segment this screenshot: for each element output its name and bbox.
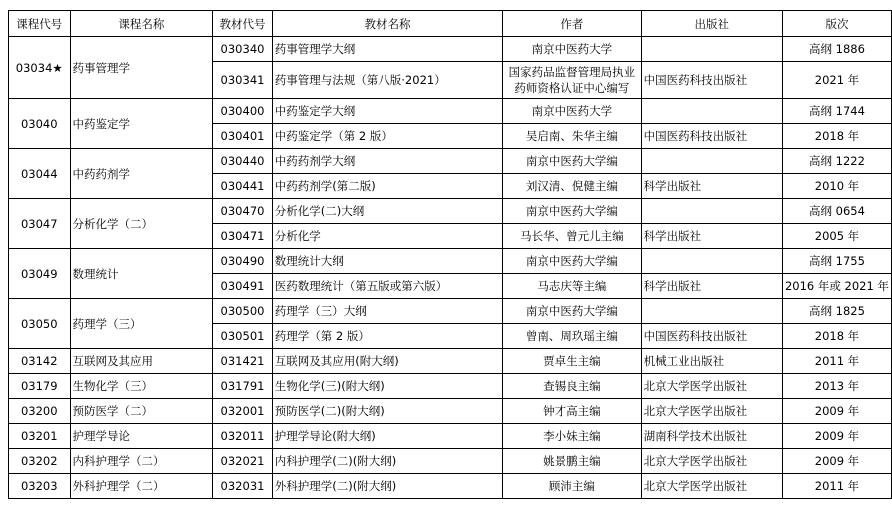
author-cell: 南京中医药大学编 [503, 149, 641, 174]
book-code-cell: 030441 [213, 174, 273, 199]
author-cell: 国家药品监督管理局执业药师资格认证中心编写 [503, 62, 641, 99]
book-code-cell: 030401 [213, 124, 273, 149]
author-cell: 马长华、曾元儿主编 [503, 224, 641, 249]
textbook-table [8, 10, 892, 499]
book-code-cell: 030500 [213, 299, 273, 324]
author-cell: 顾沛主编 [503, 474, 641, 499]
publisher-cell: 机械工业出版社 [641, 349, 782, 374]
course-code-cell: 03034★ [9, 37, 71, 99]
course-name-cell: 分析化学（二） [70, 199, 213, 249]
author-cell: 南京中医药大学编 [503, 299, 641, 324]
course-name-cell: 数理统计 [70, 249, 213, 299]
table-row [9, 299, 892, 324]
book-code-cell: 031791 [213, 374, 273, 399]
course-name-cell: 药理学（三） [70, 299, 213, 349]
book-code-cell: 032021 [213, 449, 273, 474]
edition-cell: 高纲 1744 [782, 99, 891, 124]
course-name-cell: 互联网及其应用 [70, 349, 213, 374]
author-cell: 姚景鹏主编 [503, 449, 641, 474]
book-title-cell: 中药鉴定学大纲 [272, 99, 502, 124]
edition-cell: 2018 年 [782, 324, 891, 349]
edition-cell: 2009 年 [782, 449, 891, 474]
book-code-cell: 030400 [213, 99, 273, 124]
author-cell: 贾卓生主编 [503, 349, 641, 374]
course-code-cell: 03179 [9, 374, 71, 399]
header-publisher: 出版社 [641, 11, 782, 37]
header-book-code: 教材代号 [213, 11, 273, 37]
author-cell: 马志庆等主编 [503, 274, 641, 299]
book-title-cell: 互联网及其应用(附大纲) [272, 349, 502, 374]
edition-cell: 高纲 0654 [782, 199, 891, 224]
publisher-cell [641, 199, 782, 224]
book-code-cell: 030471 [213, 224, 273, 249]
book-code-cell: 030491 [213, 274, 273, 299]
book-title-cell: 生物化学(三)(附大纲) [272, 374, 502, 399]
publisher-cell: 北京大学医学出版社 [641, 399, 782, 424]
table-row [9, 374, 892, 399]
course-name-cell: 护理学导论 [70, 424, 213, 449]
course-code-cell: 03200 [9, 399, 71, 424]
book-title-cell: 中药药剂学大纲 [272, 149, 502, 174]
book-title-cell: 中药药剂学(第二版) [272, 174, 502, 199]
book-title-cell: 药事管理学大纲 [272, 37, 502, 62]
book-code-cell: 030341 [213, 62, 273, 99]
publisher-cell [641, 149, 782, 174]
author-cell: 刘汉清、倪健主编 [503, 174, 641, 199]
book-title-cell: 分析化学 [272, 224, 502, 249]
book-code-cell: 032031 [213, 474, 273, 499]
edition-cell: 高纲 1825 [782, 299, 891, 324]
author-cell: 吴启南、朱华主编 [503, 124, 641, 149]
edition-cell: 2011 年 [782, 349, 891, 374]
header-book-title: 教材名称 [272, 11, 502, 37]
table-row [9, 349, 892, 374]
publisher-cell: 科学出版社 [641, 224, 782, 249]
course-code-cell: 03203 [9, 474, 71, 499]
edition-cell: 2009 年 [782, 424, 891, 449]
course-code-cell: 03201 [9, 424, 71, 449]
publisher-cell [641, 99, 782, 124]
author-cell: 南京中医药大学编 [503, 199, 641, 224]
course-code-cell: 03202 [9, 449, 71, 474]
edition-cell: 2010 年 [782, 174, 891, 199]
book-code-cell: 032011 [213, 424, 273, 449]
edition-cell: 2021 年 [782, 62, 891, 99]
course-name-cell: 中药鉴定学 [70, 99, 213, 149]
publisher-cell: 北京大学医学出版社 [641, 374, 782, 399]
publisher-cell: 北京大学医学出版社 [641, 449, 782, 474]
book-code-cell: 031421 [213, 349, 273, 374]
book-title-cell: 护理学导论(附大纲) [272, 424, 502, 449]
book-title-cell: 药事管理与法规（第八版·2021） [272, 62, 502, 99]
publisher-cell [641, 37, 782, 62]
publisher-cell: 中国医药科技出版社 [641, 124, 782, 149]
edition-cell: 2013 年 [782, 374, 891, 399]
course-code-cell: 03044 [9, 149, 71, 199]
course-name-cell: 外科护理学（二） [70, 474, 213, 499]
header-edition: 版次 [782, 11, 891, 37]
book-code-cell: 030501 [213, 324, 273, 349]
table-row [9, 199, 892, 224]
edition-cell: 高纲 1222 [782, 149, 891, 174]
author-cell: 查锡良主编 [503, 374, 641, 399]
publisher-cell [641, 249, 782, 274]
edition-cell: 2005 年 [782, 224, 891, 249]
book-title-cell: 药理学（三）大纲 [272, 299, 502, 324]
book-title-cell: 药理学（第 2 版） [272, 324, 502, 349]
header-row [9, 11, 892, 37]
edition-cell: 高纲 1886 [782, 37, 891, 62]
course-code-cell: 03050 [9, 299, 71, 349]
course-name-cell: 内科护理学（二） [70, 449, 213, 474]
book-code-cell: 030440 [213, 149, 273, 174]
course-name-cell: 生物化学（三） [70, 374, 213, 399]
table-row [9, 449, 892, 474]
book-code-cell: 030470 [213, 199, 273, 224]
book-title-cell: 数理统计大纲 [272, 249, 502, 274]
course-code-cell: 03040 [9, 99, 71, 149]
book-title-cell: 预防医学(二)(附大纲) [272, 399, 502, 424]
course-code-cell: 03142 [9, 349, 71, 374]
author-cell: 李小妹主编 [503, 424, 641, 449]
author-cell: 钟才高主编 [503, 399, 641, 424]
header-course-code: 课程代号 [9, 11, 71, 37]
book-title-cell: 外科护理学(二)(附大纲) [272, 474, 502, 499]
edition-cell: 2009 年 [782, 399, 891, 424]
course-name-cell: 预防医学（二） [70, 399, 213, 424]
publisher-cell: 中国医药科技出版社 [641, 62, 782, 99]
publisher-cell: 北京大学医学出版社 [641, 474, 782, 499]
book-code-cell: 032001 [213, 399, 273, 424]
book-title-cell: 内科护理学(二)(附大纲) [272, 449, 502, 474]
author-cell: 南京中医药大学 [503, 37, 641, 62]
table-row [9, 149, 892, 174]
edition-cell: 高纲 1755 [782, 249, 891, 274]
header-author: 作者 [503, 11, 641, 37]
header-course-name: 课程名称 [70, 11, 213, 37]
table-row [9, 249, 892, 274]
publisher-cell: 科学出版社 [641, 274, 782, 299]
author-cell: 南京中医药大学 [503, 99, 641, 124]
table-row [9, 474, 892, 499]
edition-cell: 2018 年 [782, 124, 891, 149]
publisher-cell: 科学出版社 [641, 174, 782, 199]
course-name-cell: 药事管理学 [70, 37, 213, 99]
book-title-cell: 分析化学(二)大纲 [272, 199, 502, 224]
publisher-cell: 中国医药科技出版社 [641, 324, 782, 349]
book-code-cell: 030490 [213, 249, 273, 274]
course-name-cell: 中药药剂学 [70, 149, 213, 199]
publisher-cell [641, 299, 782, 324]
table-row [9, 399, 892, 424]
publisher-cell: 湖南科学技术出版社 [641, 424, 782, 449]
author-cell: 南京中医药大学编 [503, 249, 641, 274]
edition-cell: 2016 年或 2021 年 [782, 274, 891, 299]
book-title-cell: 医药数理统计（第五版或第六版） [272, 274, 502, 299]
author-cell: 曾南、周玖瑶主编 [503, 324, 641, 349]
table-body [9, 37, 892, 499]
book-title-cell: 中药鉴定学（第 2 版） [272, 124, 502, 149]
course-code-cell: 03047 [9, 199, 71, 249]
table-row [9, 99, 892, 124]
table-row [9, 424, 892, 449]
table-row [9, 37, 892, 62]
course-code-cell: 03049 [9, 249, 71, 299]
book-code-cell: 030340 [213, 37, 273, 62]
edition-cell: 2011 年 [782, 474, 891, 499]
